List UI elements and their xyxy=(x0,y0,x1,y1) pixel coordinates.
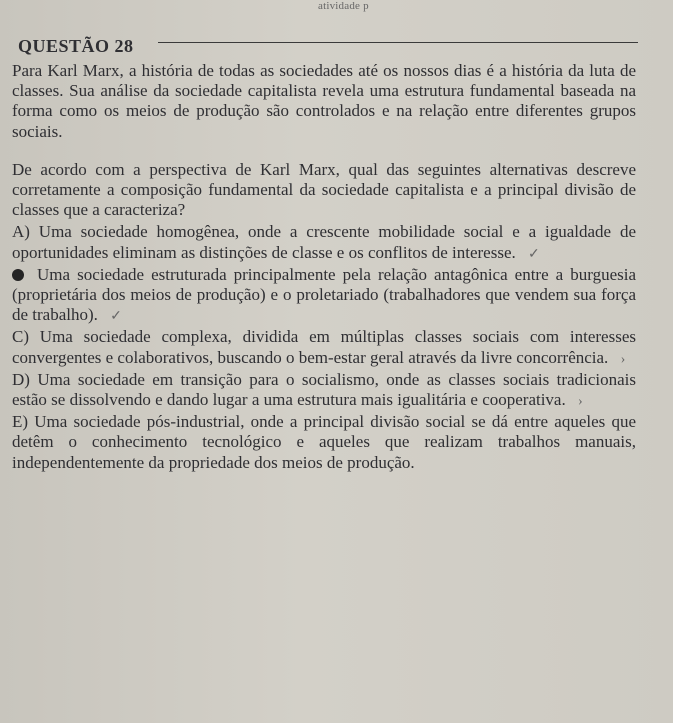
question-content xyxy=(12,61,636,473)
option-b-text: Uma sociedade estruturada principalmente pela relação antagônica entre a burguesia (proprietária dos meios de produção) e o proletariado (trabalhadores que vendem sua força de trabalho). xyxy=(12,264,636,325)
pen-mark-icon: › xyxy=(577,394,583,410)
question-intro: Para Karl Marx, a história de todas as sociedades até os nossos dias é a história da luta de classes. Sua análise da sociedade capitalista revela uma estrutura fundamental baseada na forma como os meios de produção são controlados e na relação entre diferentes grupos sociais. xyxy=(12,61,636,141)
option-c-text: C) Uma sociedade complexa, dividida em múltiplas classes sociais com interesses convergentes e colaborativos, buscando o bem-estar geral através da livre concorrência. xyxy=(12,327,636,367)
option-a-text: A) Uma sociedade homogênea, onde a crescente mobilidade social e a igualdade de oportunidades eliminam as distinções de classe e os conflitos de interesse. xyxy=(12,222,636,262)
option-a[interactable] xyxy=(12,222,636,264)
header-rule xyxy=(158,42,638,43)
question-title: QUESTÃO 28 xyxy=(18,36,134,56)
filled-circle-icon xyxy=(12,269,24,281)
pen-mark-icon: › xyxy=(620,351,626,367)
option-c[interactable] xyxy=(12,327,636,369)
option-d-text: D) Uma sociedade em transição para o socialismo, onde as classes sociais tradicionais estão se dissolvendo e dando lugar a uma estrutura mais igualitária e cooperativa. xyxy=(12,369,636,410)
question-prompt: De acordo com a perspectiva de Karl Marx, qual das seguintes alternativas descreve corretamente a composição fundamental da sociedade capitalista e a principal divisão de classes que a caracteriza? xyxy=(12,159,636,220)
option-e-text: E) Uma sociedade pós-industrial, onde a principal divisão social se dá entre aqueles que detêm o conhecimento tecnológico e aqueles que realizam trabalhos manuais, independentemente da propriedade dos meios de produção. xyxy=(12,412,636,472)
cropped-header-text: atividade p xyxy=(318,0,369,12)
option-b[interactable] xyxy=(12,265,636,328)
option-e[interactable] xyxy=(12,412,636,473)
pen-mark-icon: ✓ xyxy=(110,309,122,325)
question-header xyxy=(18,36,638,60)
pen-mark-icon: ✓ xyxy=(527,246,540,262)
option-d[interactable] xyxy=(12,370,636,412)
